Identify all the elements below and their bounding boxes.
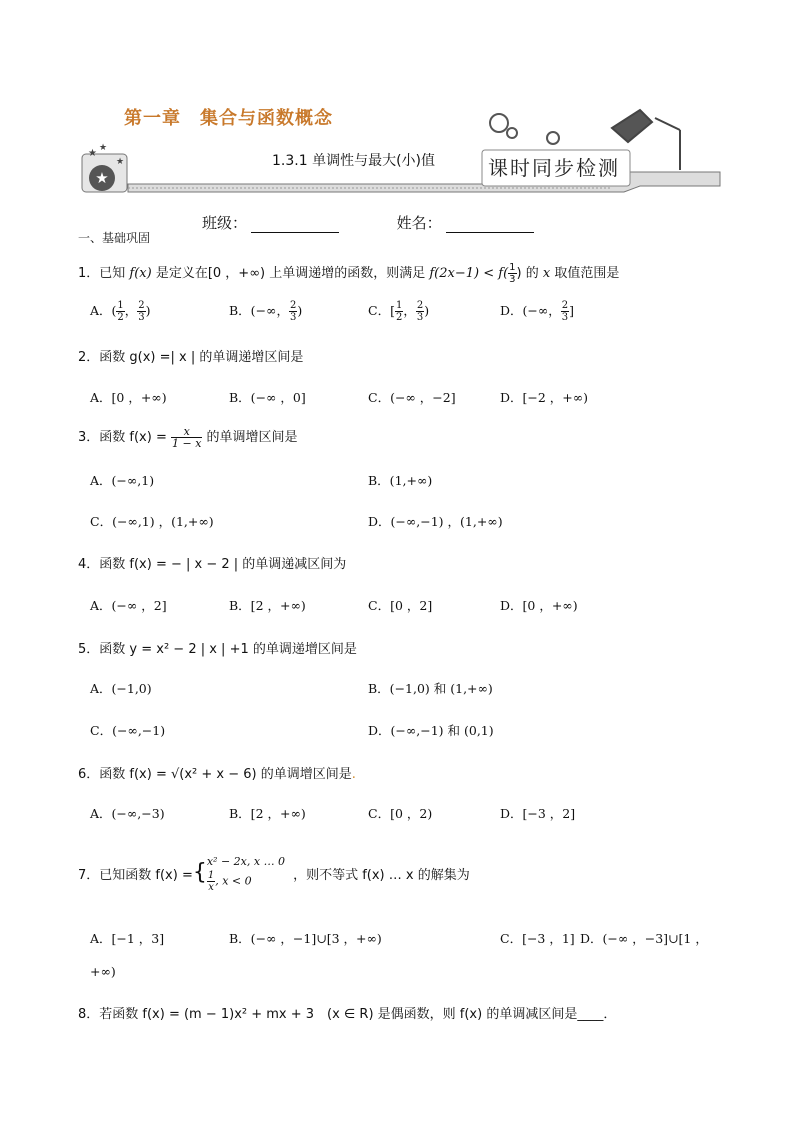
q7-option-d-cont: +∞) <box>90 964 116 979</box>
class-label: 班级： <box>202 214 248 232</box>
q4-option-b[interactable]: B．[2 ，+∞) <box>229 598 306 613</box>
question-7: 7．已知函数 f(x) ={ x² − 2x, x … 0 $\frac{1}{x}$ , x < 0 ，则不等式 f(x) … x 的解集为 <box>78 855 470 893</box>
q2-option-d[interactable]: D．[−2 ，+∞) <box>500 390 589 405</box>
name-label: 姓名： <box>396 214 442 232</box>
q6-option-c[interactable]: C．[0 ，2) <box>368 806 433 821</box>
section-heading: 一、基础巩固 <box>78 231 151 245</box>
star-badge-icon <box>82 143 127 192</box>
q5-option-a[interactable]: A．(−1,0) <box>90 681 152 696</box>
chapter-title: 第一章 集合与函数概念 <box>124 108 333 129</box>
q3-option-b[interactable]: B．(1,+∞) <box>368 473 433 488</box>
q4-option-a[interactable]: A．(−∞ ，2] <box>90 598 167 613</box>
q1-option-b[interactable]: B．(−∞， $\frac{2}{3}$ ) <box>229 300 303 323</box>
class-blank[interactable] <box>251 216 339 233</box>
banner-text: 课时同步检测 <box>488 156 620 180</box>
q4-option-d[interactable]: D．[0 ，+∞) <box>500 598 578 613</box>
q1-option-c[interactable]: C．[ $\frac{1}{2}$ ， $\frac{2}{3}$ ) <box>368 300 430 323</box>
q1-option-a[interactable]: A．( $\frac{1}{2}$ ， $\frac{2}{3}$ ) <box>90 300 151 323</box>
q5-option-c[interactable]: C．(−∞,−1) <box>90 723 166 738</box>
header-decoration <box>0 0 794 200</box>
svg-text:★: ★ <box>88 148 97 159</box>
question-4: 4．函数 f(x) = − | x − 2 | 的单调递减区间为 <box>78 557 347 572</box>
q6-option-d[interactable]: D．[−3 ，2] <box>500 806 576 821</box>
name-blank[interactable] <box>446 216 534 233</box>
question-1: 1．已知 f(x) 是定义在[0 ，+∞) 上单调递增的函数，则满足 f(2x−1) < f( $\frac{1}{3}$ ) 的 x 取值范围是 <box>78 262 620 285</box>
q1-option-d[interactable]: D．(−∞， $\frac{2}{3}$ ] <box>500 300 575 323</box>
bubble-icons <box>490 114 559 144</box>
svg-text:★: ★ <box>116 157 125 167</box>
question-3: 3．函数 f(x) = $\frac{x}{1 - x}$ 的单调增区间是 <box>78 425 298 450</box>
q5-option-b[interactable]: B．(−1,0) 和 (1,+∞) <box>368 681 493 696</box>
q2-option-a[interactable]: A．[0 ，+∞) <box>90 390 167 405</box>
question-2: 2．函数 g(x) =| x | 的单调递增区间是 <box>78 350 304 365</box>
q5-option-d[interactable]: D．(−∞,−1) 和 (0,1) <box>368 723 494 738</box>
question-8: 8．若函数 f(x) = (m − 1)x² + mx + 3 (x ∈ R) 是偶函数，则 f(x) 的单调减区间是____． <box>78 1007 617 1022</box>
q7-option-a[interactable]: A．[−1 ，3] <box>90 931 165 946</box>
q7-option-b[interactable]: B．(−∞ ，−1]∪[3 ，+∞) <box>229 931 382 946</box>
q7-option-c[interactable]: C．[−3 ，1] <box>500 931 575 946</box>
question-5: 5．函数 y = x² − 2 | x | +1 的单调递增区间是 <box>78 642 357 657</box>
svg-text:★: ★ <box>99 143 108 153</box>
banner-base <box>128 172 720 192</box>
section-title: 1.3.1 单调性与最大(小)值 <box>272 153 435 169</box>
q3-option-d[interactable]: D．(−∞,−1) ，(1,+∞) <box>368 514 503 529</box>
svg-text:★: ★ <box>95 169 109 187</box>
question-6: 6．函数 f(x) = √(x² + x − 6) 的单调增区间是. <box>78 767 356 782</box>
class-name-row <box>202 212 534 233</box>
q2-option-c[interactable]: C．(−∞ ，−2] <box>368 390 456 405</box>
q4-option-c[interactable]: C．[0 ，2] <box>368 598 433 613</box>
q2-option-b[interactable]: B．(−∞ ，0] <box>229 390 306 405</box>
q6-option-a[interactable]: A．(−∞,−3) <box>90 806 165 821</box>
q7-option-d[interactable]: D．(−∞ ，−3]∪[1 ， <box>580 931 708 946</box>
q3-option-a[interactable]: A．(−∞,1) <box>90 473 155 488</box>
q6-option-b[interactable]: B．[2 ，+∞) <box>229 806 306 821</box>
q3-option-c[interactable]: C．(−∞,1) ，(1,+∞) <box>90 514 214 529</box>
